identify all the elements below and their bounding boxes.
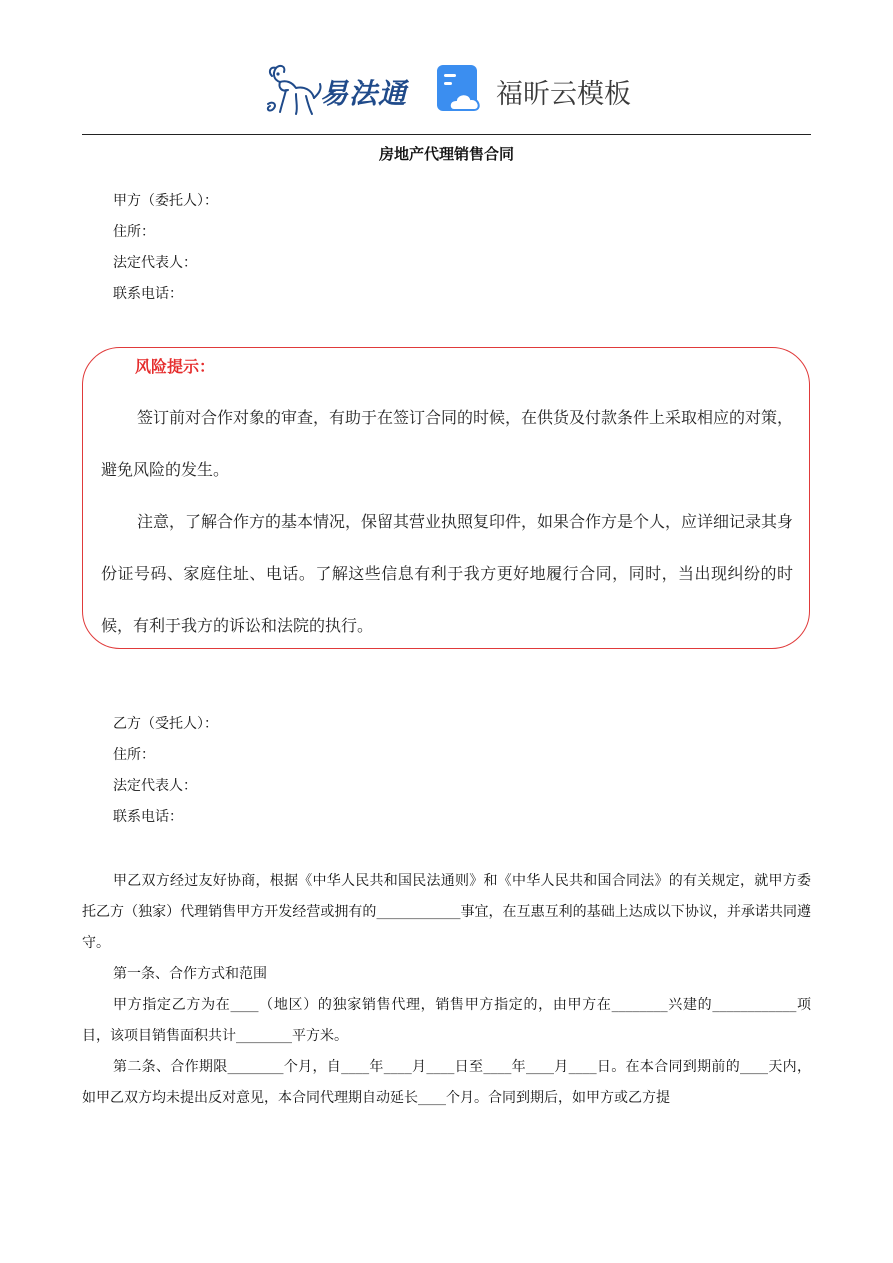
party-a-address-label: 住所：	[113, 224, 155, 240]
party-b-name-label: 乙方（受托人）：	[113, 716, 218, 732]
foxit-cloud-template-text: 福昕云模板	[496, 79, 631, 110]
intro-paragraph: 甲乙双方经过友好协商，根据《中华人民共和国民法通则》和《中华人民共和国合同法》的有关规定，就甲方委托乙方（独家）代理销售甲方开发经营或拥有的____________事宜，在互惠互利的基础上达成以下协议，并承诺共同遵守。	[82, 873, 811, 951]
risk-notice-box	[82, 347, 810, 649]
risk-notice-title: 风险提示：	[135, 357, 216, 376]
party-b-address-label: 住所：	[113, 747, 155, 763]
party-b-block	[113, 709, 218, 833]
party-b-phone-label: 联系电话：	[113, 809, 183, 825]
yifatong-logo-text: 易法通	[320, 77, 408, 110]
article-1-title: 第一条、合作方式和范围	[113, 966, 267, 982]
party-a-rep-label: 法定代表人：	[113, 255, 197, 271]
document-header	[0, 58, 893, 124]
risk-paragraph-2: 注意，了解合作方的基本情况，保留其营业执照复印件，如果合作方是个人，应详细记录其身份证号码、家庭住址、电话。了解这些信息有利于我方更好地履行合同，同时，当出现纠纷的时候，有利于我方的诉讼和法院的执行。	[101, 512, 794, 635]
risk-notice-body	[101, 392, 793, 652]
risk-paragraph-1: 签订前对合作对象的审查，有助于在签订合同的时候，在供货及付款条件上采取相应的对策，避免风险的发生。	[101, 408, 794, 479]
party-a-block	[113, 186, 218, 310]
party-a-name-label: 甲方（委托人）：	[113, 193, 218, 209]
document-title: 房地产代理销售合同	[378, 145, 514, 163]
article-1-paragraph: 甲方指定乙方为在____（地区）的独家销售代理，销售甲方指定的，由甲方在________兴建的____________项目，该项目销售面积共计________平方米。	[82, 997, 811, 1044]
party-a-phone-label: 联系电话：	[113, 286, 183, 302]
party-b-rep-label: 法定代表人：	[113, 778, 197, 794]
header-divider	[82, 134, 811, 135]
contract-body	[82, 866, 811, 1114]
article-2-paragraph: 第二条、合作期限________个月，自____年____月____日至____年____月____日。在本合同到期前的____天内，如甲乙双方均未提出反对意见，本合同代理期自动延长____个月。合同到期后，如甲方或乙方提	[82, 1059, 811, 1106]
foxit-cloud-template-icon	[436, 64, 486, 116]
